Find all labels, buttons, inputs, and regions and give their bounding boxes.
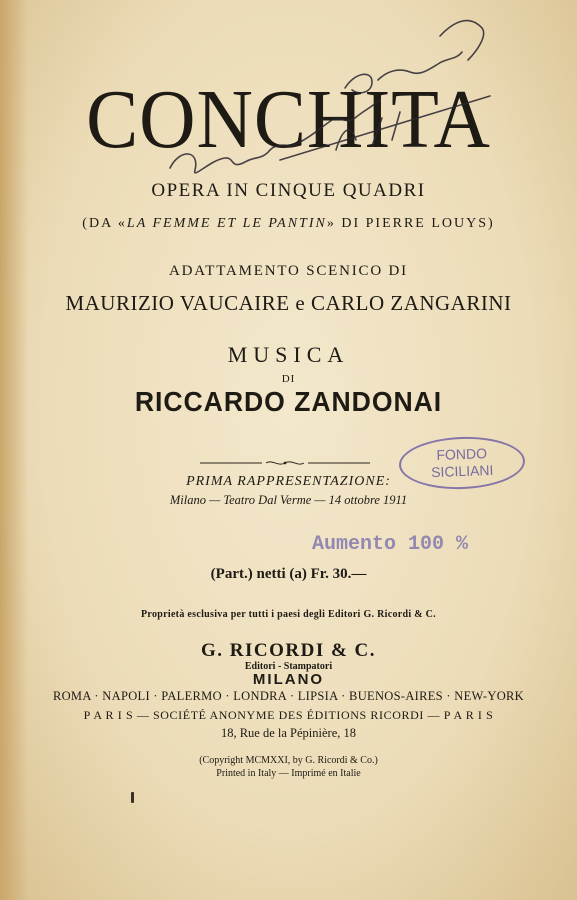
adaptation-label: ADATTAMENTO SCENICO DI: [169, 263, 408, 279]
by-label: DI: [281, 373, 296, 385]
premiere-label: PRIMA RAPPRESENTAZIONE:: [186, 474, 391, 489]
music-label: MUSICA: [227, 342, 350, 367]
source-work-title: LA FEMME ET LE PANTIN: [126, 216, 327, 231]
printed-notice: Printed in Italy — Imprimé en Italie: [216, 768, 361, 779]
composer-name: RICCARDO ZANDONAI: [134, 386, 443, 417]
price: (Part.) netti (a) Fr. 30.—: [210, 566, 367, 582]
source-suffix: » DI PIERRE LOUYS): [326, 216, 495, 231]
paris-branch: P A R I S — SOCIÉTÉ ANONYME DES ÉDITIONS RICORDI — P A R I S: [83, 708, 494, 722]
source-prefix: (DA «: [82, 216, 127, 231]
stamp-line-2: SICILIANI: [430, 461, 494, 481]
rights-notice: Proprietà esclusiva per tutti i paesi degli Editori G. Ricordi & C.: [141, 609, 436, 620]
publisher-role: Editori - Stampatori: [244, 661, 333, 672]
ornamental-rule-icon: [200, 459, 370, 467]
ink-mark: [131, 792, 134, 803]
branch-cities: ROMA · NAPOLI · PALERMO · LONDRA · LIPSIA · BUENOS-AIRES · NEW-YORK: [52, 689, 525, 703]
literary-source: [0, 216, 577, 232]
publisher-city: MILANO: [252, 671, 325, 688]
premiere-detail: Milano — Teatro Dal Verme — 14 ottobre 1911: [169, 493, 408, 507]
librettists: MAURIZIO VAUCAIRE e CARLO ZANGARINI: [65, 291, 512, 315]
publisher-name: G. RICORDI & C.: [200, 640, 377, 661]
opera-subtitle: OPERA IN CINQUE QUADRI: [151, 180, 426, 201]
price-increase-stamp: Aumento 100 %: [312, 533, 469, 556]
paris-address: 18, Rue de la Pépinière, 18: [220, 726, 357, 740]
stamp-line-1: FONDO: [436, 445, 488, 463]
opera-title: CONCHITA: [86, 73, 491, 166]
copyright-notice: (Copyright MCMXXI, by G. Ricordi & Co.): [199, 755, 378, 766]
